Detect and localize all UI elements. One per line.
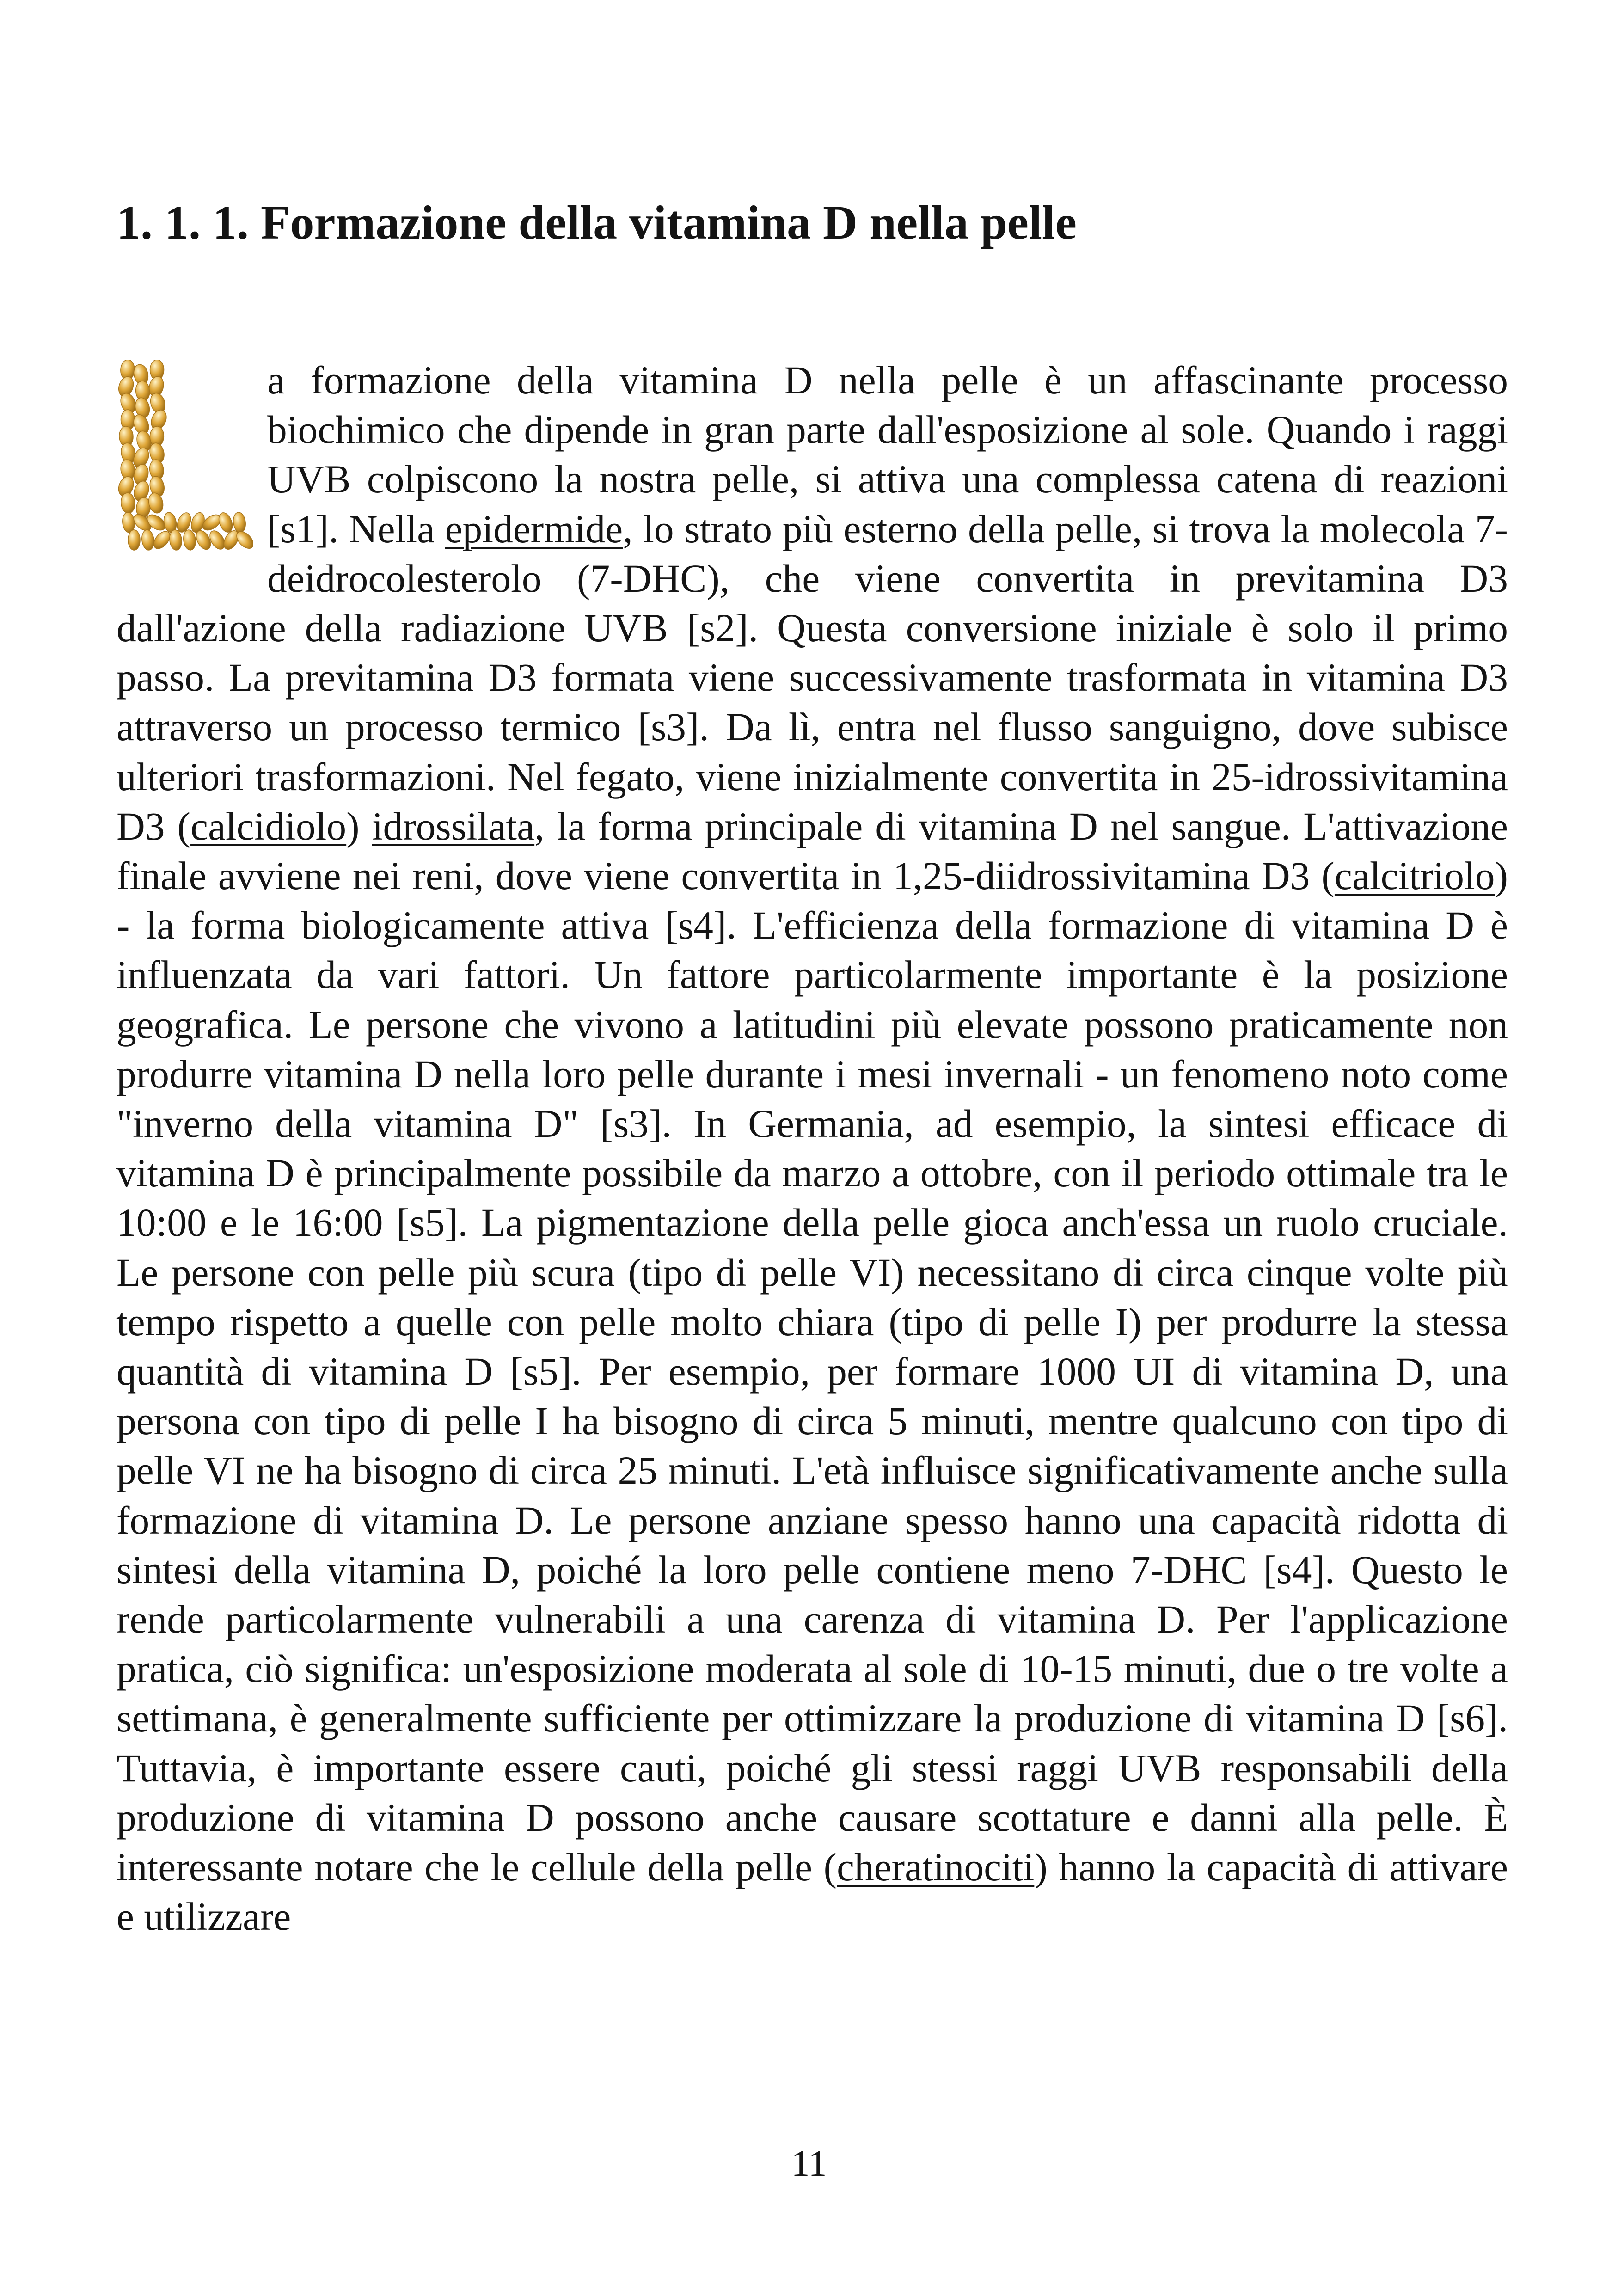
paragraph-segment: a formazione della vitamina D nella pelle è un affascinante processo biochimico che dipende in gran parte dall'esposizione al sole. Quando i raggi UVB colpiscono la nostra pelle, si attiva una complessa catena di reazioni [s1]. Nella xyxy=(267,359,1508,551)
paragraph-segment: ) xyxy=(346,804,372,848)
paragraph-segment: ) - la forma biologicamente attiva [s4]. L'efficienza della formazione di vitamina D è influenzata da vari fattori. Un fattore particolarmente importante è la posizione geografica. Le persone che vivono a latitudini più elevate possono praticamente non produrre vitamina D nella loro pelle durante i mesi invernali - un fenomeno noto come "inverno della vitamina D" [s3]. In Germania, ad esempio, la sintesi efficace di vitamina D è principalmente possibile da marzo a ottobre, con il periodo ottimale tra le 10:00 e le 16:00 [s5]. La pigmentazione della pelle gioca anch'essa un ruolo cruciale. Le persone con pelle più scura (tipo di pelle VI) necessitano di circa cinque volte più tempo rispetto a quelle con pelle molto chiara (tipo di pelle I) per produrre la stessa quantità di vitamina D [s5]. Per esempio, per formare 1000 UI di vitamina D, una persona con tipo di pelle I ha bisogno di circa 5 minuti, mentre qualcuno con tipo di pelle VI ne ha bisogno di circa 25 minuti. L'età influisce significativamente anche sulla formazione di vitamina D. Le persone anziane spesso hanno una capacità ridotta di sintesi della vitamina D, poiché la loro pelle contiene meno 7-DHC [s4]. Questo le rende particolarmente vulnerabili a una carenza di vitamina D. Per l'applicazione pratica, ciò significa: un'esposizione moderata al sole di 10-15 minuti, due o tre volte a settimana, è generalmente sufficiente per ottimizzare la produzione di vitamina D [s6]. Tuttavia, è importante essere cauti, poiché gli stessi raggi UVB responsabili della produzione di vitamina D possono anche causare scottature e danni alla pelle. È interessante notare che le cellule della pelle ( xyxy=(116,854,1508,1890)
drop-cap-capsules-icon xyxy=(115,360,253,563)
glossary-term-link[interactable]: calcitriolo xyxy=(1334,854,1495,898)
glossary-term-link[interactable]: idrossilata xyxy=(372,804,535,848)
capsule-shape xyxy=(232,512,246,534)
section-heading: 1. 1. 1. Formazione della vitamina D nella pelle xyxy=(116,196,1077,249)
glossary-term-link[interactable]: cheratinociti xyxy=(837,1846,1035,1890)
capsule-shape xyxy=(141,529,155,551)
page-number: 11 xyxy=(791,2143,827,2184)
glossary-term-link[interactable]: epidermide xyxy=(445,507,623,551)
capsule-letter-graphic xyxy=(115,360,253,563)
body-paragraph xyxy=(116,356,1508,1942)
capsule-shape xyxy=(128,530,140,550)
paragraph-segment: , la forma principale di vitamina D nel sangue. L'attivazione finale avviene nei reni, dove viene convertita in 1,25-diidrossivitamina D3 ( xyxy=(116,804,1508,898)
paragraph-segment: ) hanno la capacità di attivare e utilizzare xyxy=(116,1846,1508,1939)
capsule-shape xyxy=(169,529,183,551)
capsule-shape xyxy=(216,511,235,534)
glossary-term-link[interactable]: calcidiolo xyxy=(190,804,347,848)
paragraph-segment: , lo strato più esterno della pelle, si trova la molecola 7-deidrocolesterolo (7-DHC), che viene convertita in previtamina D3 dall'azione della radiazione UVB [s2]. Questa conversione iniziale è solo il primo passo. La previtamina D3 formata viene successivamente trasformata in vitamina D3 attraverso un processo termico [s3]. Da lì, entra nel flusso sanguigno, dove subisce ulteriori trasformazioni. Nel fegato, viene inizialmente convertita in 25-idrossivitamina D3 ( xyxy=(116,507,1508,848)
